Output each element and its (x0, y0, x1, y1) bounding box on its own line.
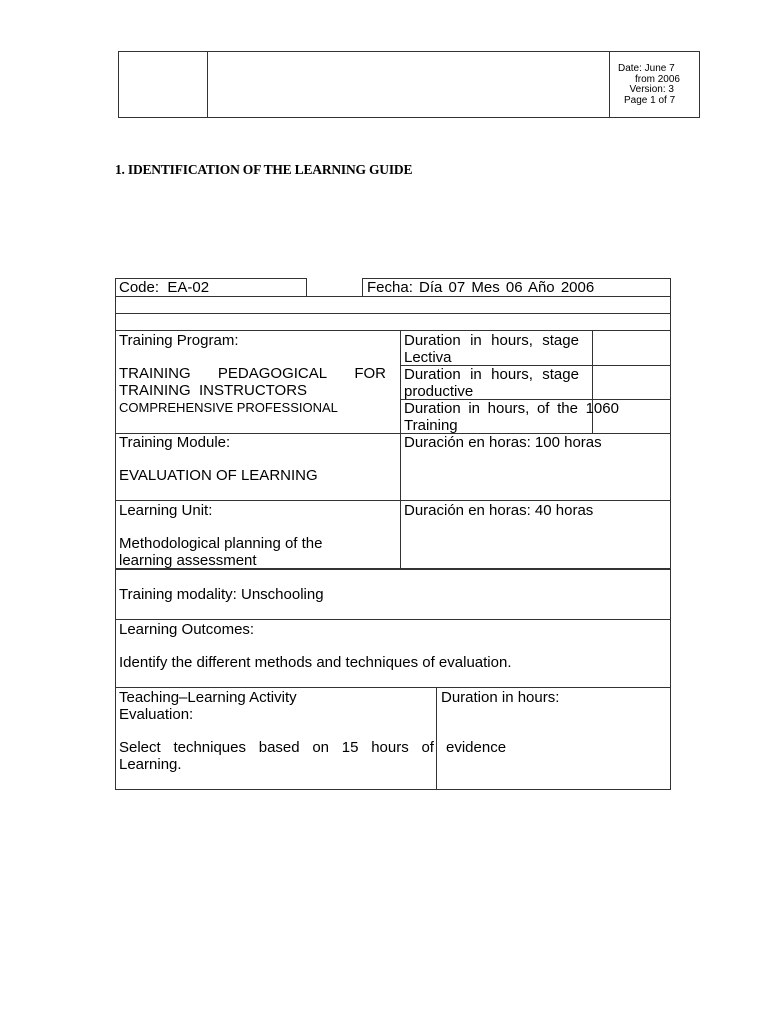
fecha-ano-label: Año (527, 279, 555, 296)
learning-unit-name-line1: Methodological planning of the (119, 535, 323, 552)
activity-duration-label: Duration in hours: (441, 689, 560, 706)
training-module-cell (119, 434, 394, 484)
training-program-line1 (119, 365, 386, 382)
header-date: Date: June 7 (618, 63, 675, 74)
duration-training-line1 (404, 400, 619, 417)
word: hours, (491, 332, 533, 349)
activity-label-line1: Teaching–Learning Activity (119, 689, 297, 706)
code-label: Code: (119, 279, 160, 296)
duration-productive-line2: productive (404, 383, 474, 400)
duration-productive-line1 (404, 366, 579, 383)
activity-text-line1 (119, 739, 434, 756)
word: TRAINING (119, 365, 191, 382)
word: 15 (341, 739, 359, 756)
learning-unit-label: Learning Unit: (119, 502, 213, 519)
word: 1060 (585, 400, 619, 417)
word: hours (371, 739, 409, 756)
training-modality: Training modality: Unschooling (119, 586, 324, 603)
word: of (421, 739, 434, 756)
learning-unit-name-line2: learning assessment (119, 552, 257, 569)
duration-training-line2: Training (404, 417, 458, 434)
word: PEDAGOGICAL (217, 365, 328, 382)
fecha-ano: 2006 (560, 279, 595, 296)
learning-unit-cell (119, 502, 394, 569)
learning-outcomes-cell (119, 621, 659, 671)
fecha-mes: 06 (505, 279, 523, 296)
spacer-row-2 (115, 313, 671, 331)
vline (436, 687, 437, 790)
word: in (470, 332, 482, 349)
training-program-label: Training Program: (119, 332, 239, 349)
header-meta (612, 64, 680, 106)
hline (115, 500, 671, 501)
word: stage (542, 332, 579, 349)
training-module-name: EVALUATION OF LEARNING (119, 467, 318, 484)
word: on (312, 739, 330, 756)
code-field (119, 279, 209, 296)
word: Duration (404, 400, 461, 417)
header-divider-right (609, 51, 610, 118)
activity-label-line2: Evaluation: (119, 706, 194, 723)
code-value: EA-02 (167, 279, 210, 296)
duration-lectiva-line1 (404, 332, 579, 349)
word: hours, (491, 366, 533, 383)
training-program-line3: COMPREHENSIVE PROFESSIONAL (119, 400, 338, 415)
activity-cell (119, 689, 434, 773)
spacer-row-1 (115, 296, 671, 314)
fecha-field (367, 279, 594, 296)
duration-productive-cell (404, 366, 579, 400)
training-module-label: Training Module: (119, 434, 231, 451)
fecha-dia: 07 (448, 279, 466, 296)
learning-unit-duration: Duración en horas: 40 horas (404, 502, 594, 519)
learning-outcomes-label: Learning Outcomes: (119, 621, 255, 638)
fecha-mes-label: Mes (471, 279, 500, 296)
word: in (468, 400, 481, 417)
vline (400, 330, 401, 569)
word: Duration (404, 366, 461, 383)
section-title: 1. IDENTIFICATION OF THE LEARNING GUIDE (115, 162, 413, 177)
word: hours, (487, 400, 530, 417)
word: in (470, 366, 482, 383)
activity-duration-value: evidence (446, 739, 507, 756)
header-version: Version: 3 (629, 84, 674, 95)
duration-lectiva-line2: Lectiva (404, 349, 452, 366)
word: stage (542, 366, 579, 383)
hline (115, 619, 671, 620)
duration-lectiva-cell (404, 332, 579, 366)
word: Duration (404, 332, 461, 349)
header-divider-left (207, 51, 208, 118)
header-from: from 2006 (634, 73, 680, 85)
word: the (557, 400, 578, 417)
word: of (536, 400, 550, 417)
fecha-label: Fecha: (367, 279, 413, 296)
word: FOR (354, 365, 386, 382)
hline (115, 687, 671, 688)
header-page: Page 1 of 7 (624, 94, 676, 106)
word: based (258, 739, 300, 756)
duration-training-cell (404, 400, 619, 434)
training-module-duration: Duración en horas: 100 horas (404, 434, 602, 451)
training-program-cell (119, 332, 386, 416)
fecha-dia-label: Día (419, 279, 443, 296)
activity-text-line2: Learning. (119, 756, 182, 773)
word: Select (119, 739, 161, 756)
word: techniques (173, 739, 246, 756)
training-program-line2: TRAINING INSTRUCTORS (119, 382, 308, 399)
learning-outcomes-text: Identify the different methods and techniques of evaluation. (119, 654, 512, 671)
